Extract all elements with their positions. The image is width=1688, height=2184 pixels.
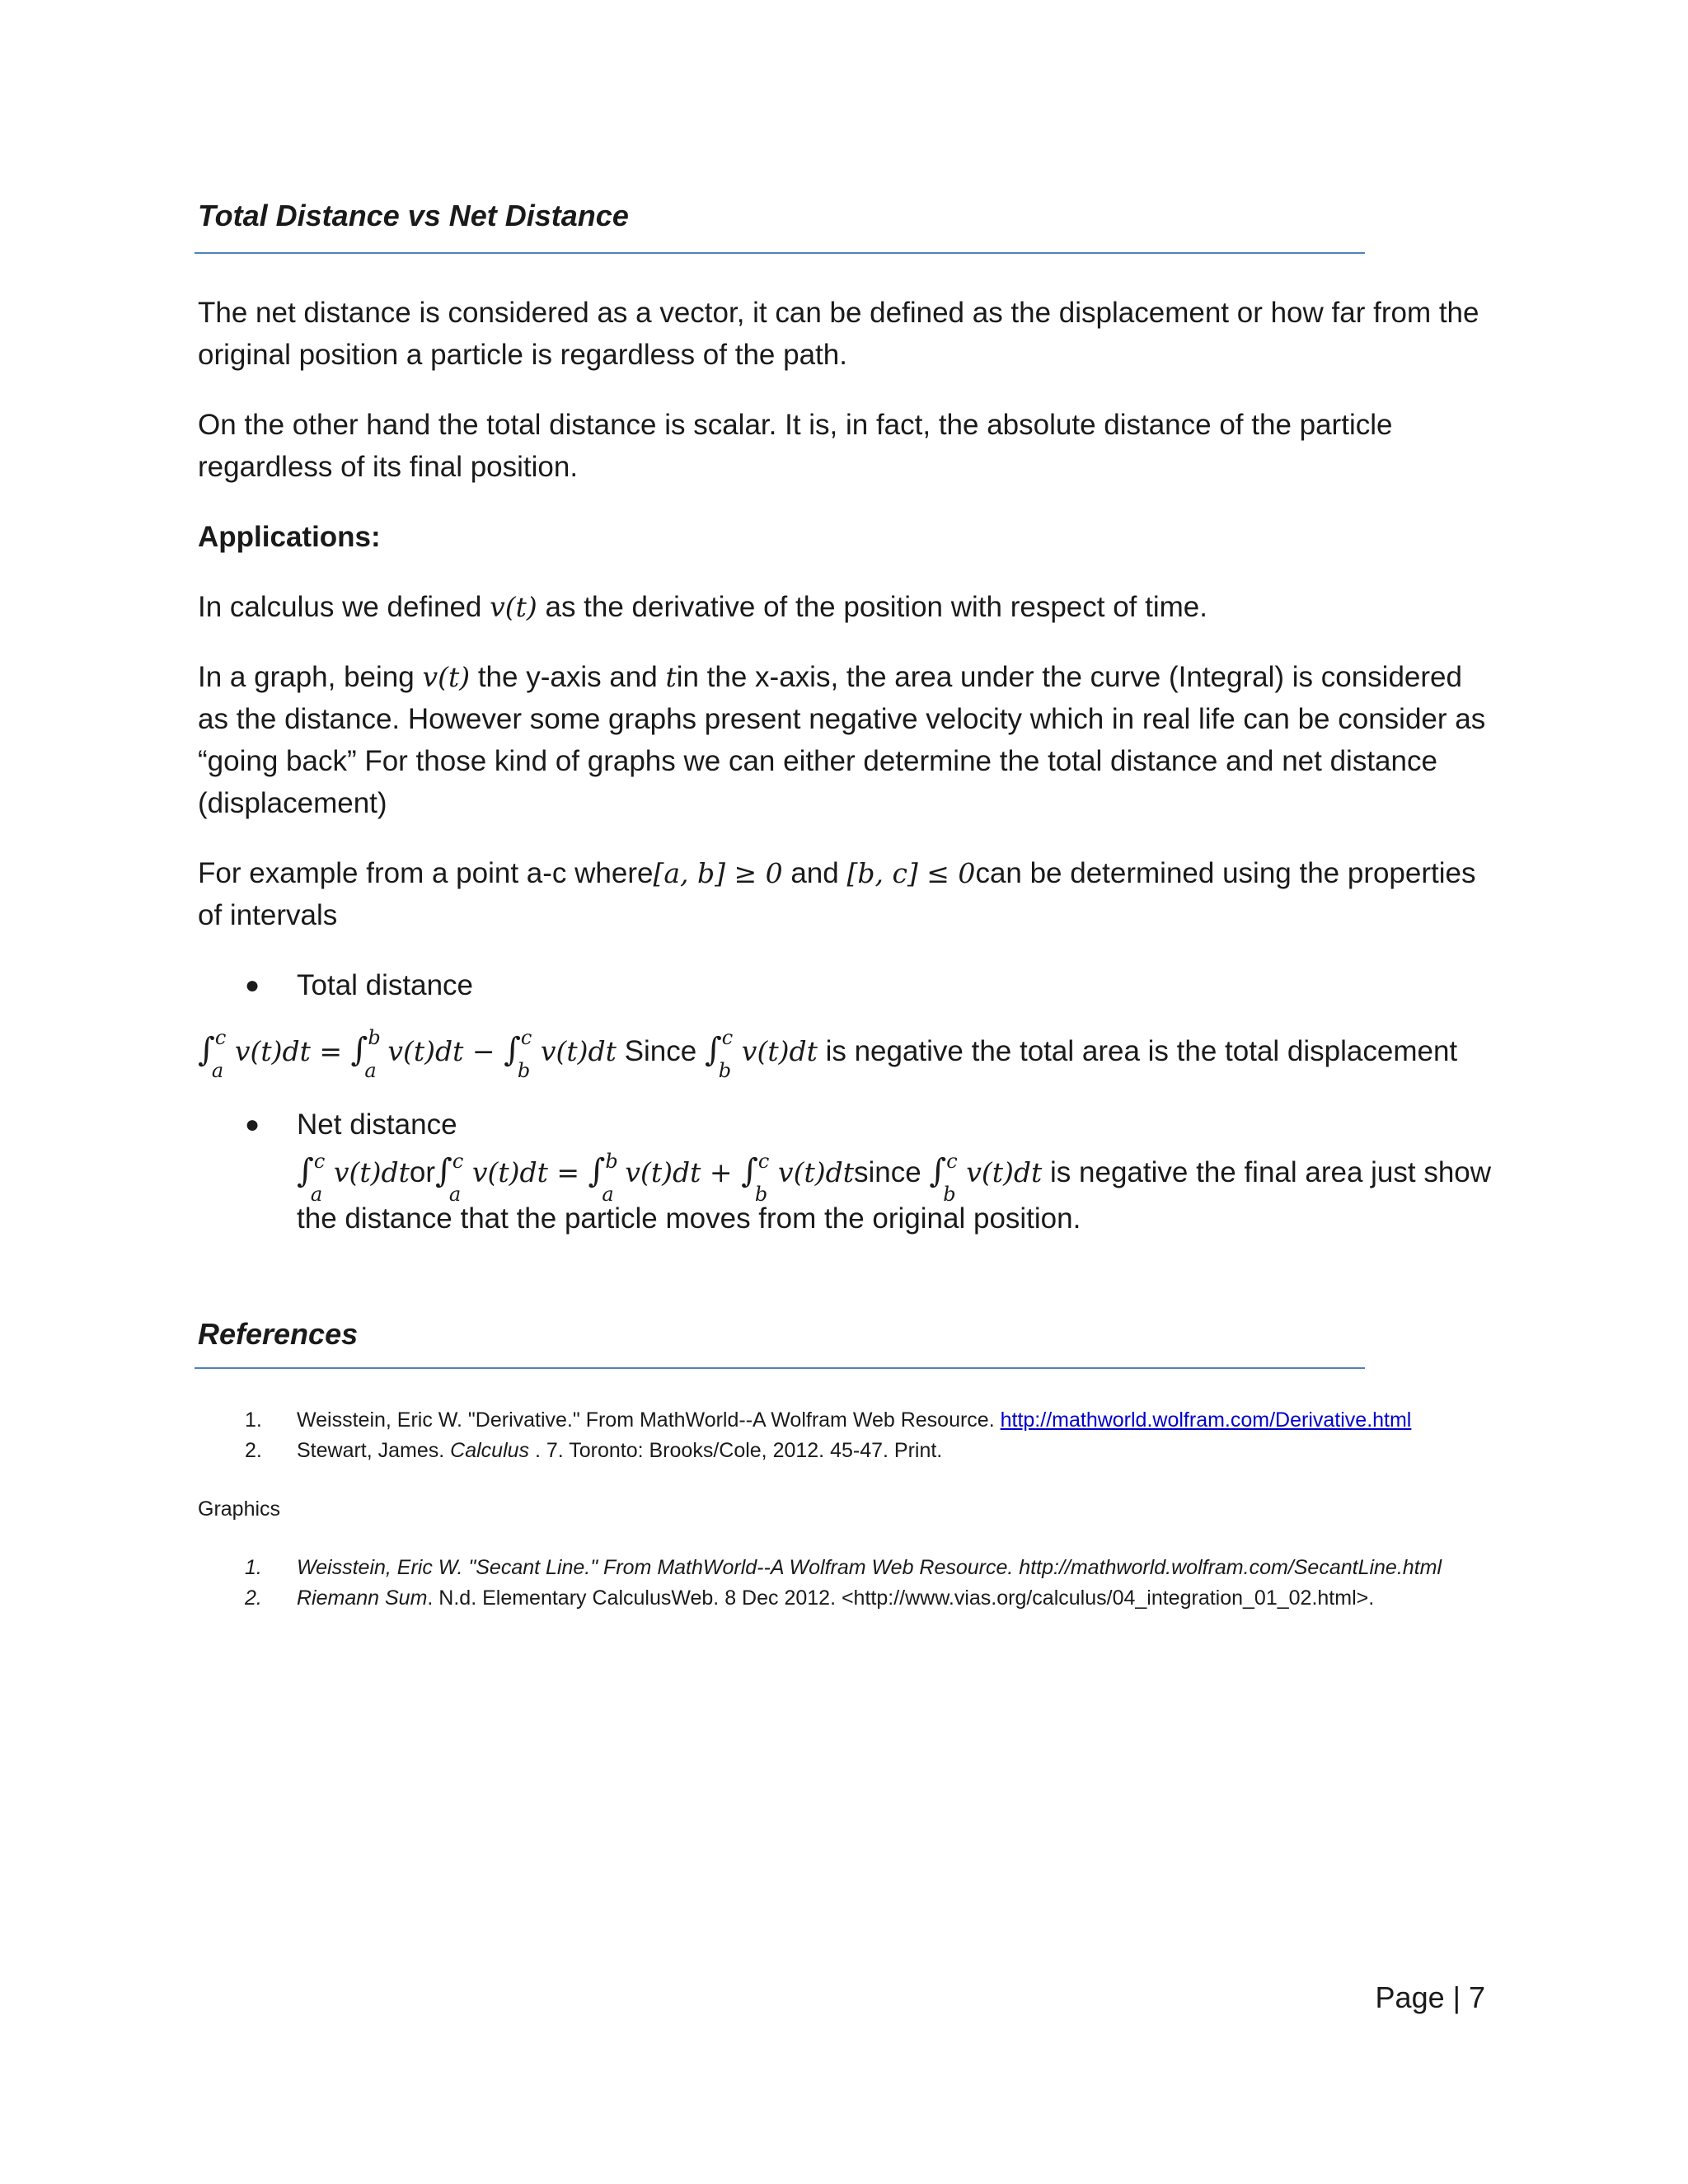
integral-sign: ∫ — [704, 1031, 722, 1069]
paragraph-net-distance: The net distance is considered as a vector, it can be defined as the displacement or how far from the original position a particle is regardless of the path. — [198, 297, 1479, 371]
bullet-net-label: Net distance — [297, 1108, 457, 1141]
references-rule — [195, 1367, 1365, 1369]
math-interval-ab: [a, b] ≥ 0 — [653, 857, 783, 889]
page-content — [198, 198, 1500, 1614]
math-vt: v(t) — [490, 591, 537, 623]
integral-sign: ∫ — [198, 1031, 215, 1069]
list-item: ● Total distance — [198, 964, 1500, 1006]
formula-total-distance: ∫ c a v(t)dt = ∫ b a v(t)dt − ∫ c b v(t)dt Since ∫ c b v(t)dt is negative the total area is the total displacement — [198, 1025, 1458, 1082]
bullet-icon: ● — [245, 1111, 260, 1138]
references-list — [198, 1405, 1500, 1466]
bullet-icon: ● — [245, 972, 260, 999]
integral-sign: ∫ — [741, 1152, 758, 1190]
title-rule — [195, 252, 1365, 254]
integral-sign: ∫ — [588, 1152, 606, 1190]
graphics-list — [198, 1553, 1500, 1614]
integral-sign: ∫ — [435, 1152, 452, 1190]
paragraph-total-distance: On the other hand the total distance is scalar. It is, in fact, the absolute distance of the particle regardless of its final position. — [198, 409, 1393, 483]
paragraph-derivative: In calculus we defined v(t) as the derivative of the position with respect of time. — [198, 591, 1207, 623]
section-title-distance: Total Distance vs Net Distance — [198, 199, 629, 232]
integral-sign: ∫ — [929, 1152, 947, 1190]
derivative-link[interactable]: http://mathworld.wolfram.com/Derivative.html — [1000, 1408, 1412, 1432]
paragraph-graph: In a graph, being v(t) the y-axis and tin the x-axis, the area under the curve (Integral) is considered as the distance. However some graphs present negative velocity which in real life can be consider as “going back” For those kind of graphs we can either determine the total distance and net distance (displacement) — [198, 661, 1486, 819]
list-item: 2. Stewart, James. Calculus . 7. Toronto: Brooks/Cole, 2012. 45-47. Print. — [245, 1439, 943, 1462]
net-distance-block — [198, 1102, 1500, 1242]
math-interval-bc: [b, c] ≤ 0 — [846, 857, 976, 889]
bullet-list-total — [198, 964, 1500, 1006]
integral-sign: ∫ — [350, 1031, 368, 1069]
section-title-references: References — [198, 1317, 359, 1351]
math-t: t — [665, 661, 677, 693]
formula-net-distance: ∫ c a v(t)dtor∫ c a v(t)dt = ∫ b a v(t)dt + ∫ c b v(t)dtsince ∫ c b v(t)dt is negative the final area just show the distance that the particle moves from the original position. — [297, 1149, 1492, 1235]
math-vt: v(t) — [422, 661, 471, 693]
list-item: 1. Weisstein, Eric W. "Secant Line." From MathWorld--A Wolfram Web Resource. http://mathworld.wolfram.com/SecantLine.html — [245, 1556, 1442, 1579]
list-item: 1. Weisstein, Eric W. "Derivative." From MathWorld--A Wolfram Web Resource. http://mathworld.wolfram.com/Derivative.html — [245, 1408, 1412, 1432]
integral-sign: ∫ — [297, 1152, 314, 1190]
graphics-label: Graphics — [198, 1497, 281, 1521]
paragraph-example: For example from a point a-c where[a, b] ≥ 0 and [b, c] ≤ 0can be determined using the properties of intervals — [198, 857, 1476, 931]
list-item: 2. Riemann Sum. N.d. Elementary CalculusWeb. 8 Dec 2012. <http://www.vias.org/calculus/04_integration_01_02.html>. — [245, 1586, 1375, 1610]
applications-heading: Applications: — [198, 521, 381, 553]
integral-sign: ∫ — [504, 1031, 521, 1069]
page-number: Page | 7 — [1375, 1980, 1485, 2014]
